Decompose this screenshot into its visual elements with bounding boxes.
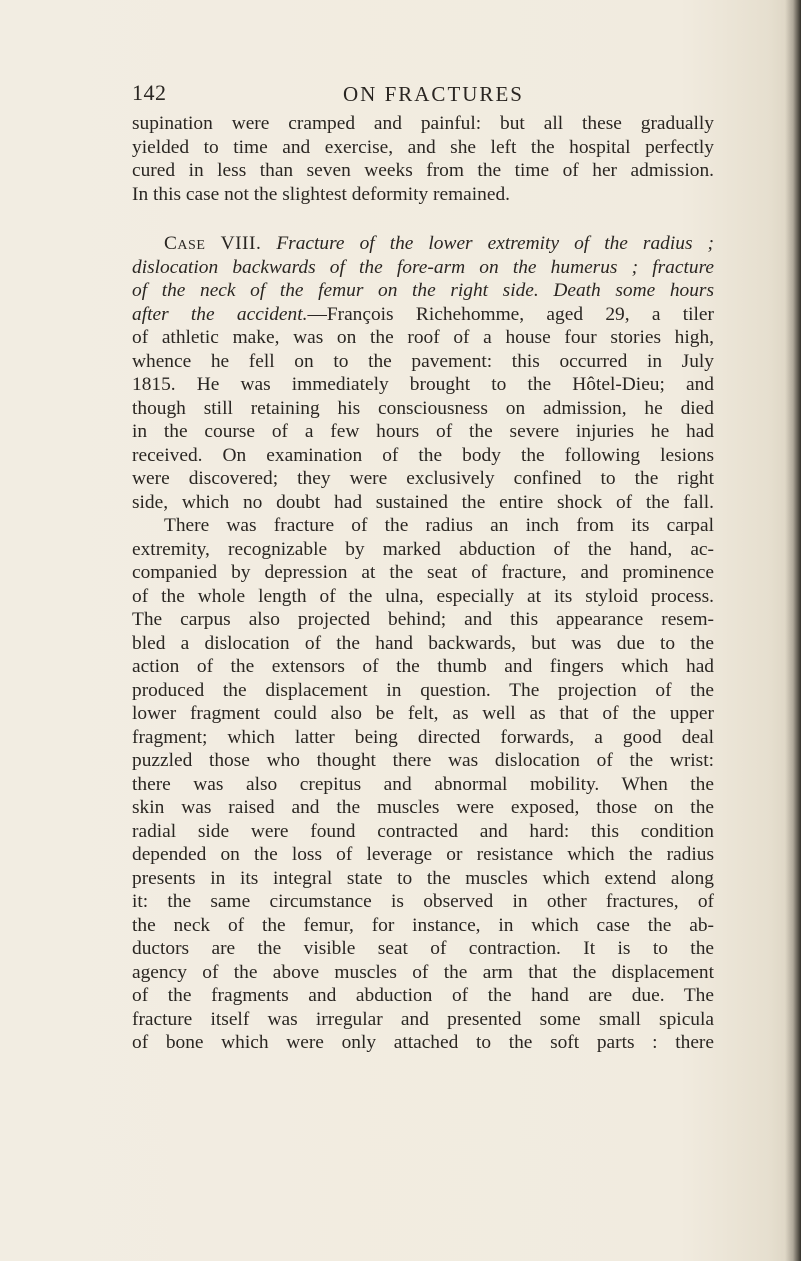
text-line: fracture itself was irregular and presented some small spicula — [132, 1008, 714, 1030]
text-line: the neck of the femur, for instance, in which case the ab- — [132, 914, 714, 936]
text-line — [132, 232, 714, 256]
text-line: of athletic make, was on the roof of a house four stories high, — [132, 327, 714, 348]
page-header — [0, 80, 801, 114]
text-line: depended on the loss of leverage or resistance which the radius — [132, 844, 714, 865]
text-line: of the whole length of the ulna, especially at its styloid process. — [132, 585, 714, 607]
text-line — [132, 256, 714, 280]
paragraph-gap — [132, 206, 714, 232]
text-span: —François Richehomme, aged 29, a tiler — [307, 303, 714, 325]
text-line: cured in less than seven weeks from the time of her admission. — [132, 160, 714, 181]
text-line: side, which no doubt had sustained the entire shock of the fall. — [132, 491, 714, 513]
italic-text: Fracture of the lower extremity of the radius ; — [261, 233, 714, 254]
text-line: there was also crepitus and abnormal mobility. When the — [132, 773, 714, 795]
text-line: bled a dislocation of the hand backwards, but was due to the — [132, 632, 714, 654]
text-line: action of the extensors of the thumb and fingers which had — [132, 656, 714, 677]
text-line: of bone which were only attached to the soft parts : there — [132, 1032, 714, 1053]
text-line: radial side were found contracted and hard: this condition — [132, 820, 714, 842]
text-line: though still retaining his consciousness on admission, he died — [132, 397, 714, 419]
text-line: The carpus also projected behind; and this appearance resem- — [132, 609, 714, 630]
body-text — [132, 112, 714, 1055]
text-line: skin was raised and the muscles were exposed, those on the — [132, 797, 714, 818]
text-line: 1815. He was immediately brought to the Hôtel-Dieu; and — [132, 374, 714, 395]
text-line: extremity, recognizable by marked abduction of the hand, ac- — [132, 538, 714, 560]
text-line: agency of the above muscles of the arm that the displacement — [132, 961, 714, 983]
text-line: in the course of a few hours of the severe injuries he had — [132, 421, 714, 442]
text-line: puzzled those who thought there was dislocation of the wrist: — [132, 750, 714, 771]
page-number: 142 — [132, 80, 167, 105]
case-heading: Case VIII. — [164, 233, 262, 254]
text-line: produced the displacement in question. The projection of the — [132, 679, 714, 701]
text-line: received. On examination of the body the following lesions — [132, 444, 714, 466]
text-line: fragment; which latter being directed forwards, a good deal — [132, 726, 714, 748]
text-line: ductors are the visible seat of contraction. It is to the — [132, 938, 714, 959]
text-line: of the fragments and abduction of the hand are due. The — [132, 985, 714, 1006]
text-line: were discovered; they were exclusively confined to the right — [132, 468, 714, 489]
text-line: lower fragment could also be felt, as well as that of the upper — [132, 703, 714, 724]
text-line: it: the same circumstance is observed in other fractures, of — [132, 891, 714, 912]
text-line: companied by depression at the seat of fracture, and prominence — [132, 562, 714, 583]
italic-text: after the accident. — [132, 303, 308, 325]
text-line: whence he fell on to the pavement: this occurred in July — [132, 350, 714, 372]
text-line: In this case not the slightest deformity remained. — [132, 183, 511, 205]
text-line: There was fracture of the radius an inch from its carpal — [164, 515, 714, 536]
text-line — [132, 279, 714, 303]
page-edge-shadow — [785, 0, 801, 1261]
text-line: yielded to time and exercise, and she left the hospital perfectly — [132, 136, 714, 158]
text-line: supination were cramped and painful: but all these gradually — [132, 113, 714, 134]
text-line — [132, 303, 714, 327]
italic-text: of the neck of the femur on the right side. Death some hours — [132, 280, 714, 301]
italic-text: dislocation backwards of the fore-arm on the humerus ; fracture — [132, 256, 714, 278]
running-head: ON FRACTURES — [343, 82, 524, 106]
text-line: presents in its integral state to the muscles which extend along — [132, 867, 714, 889]
